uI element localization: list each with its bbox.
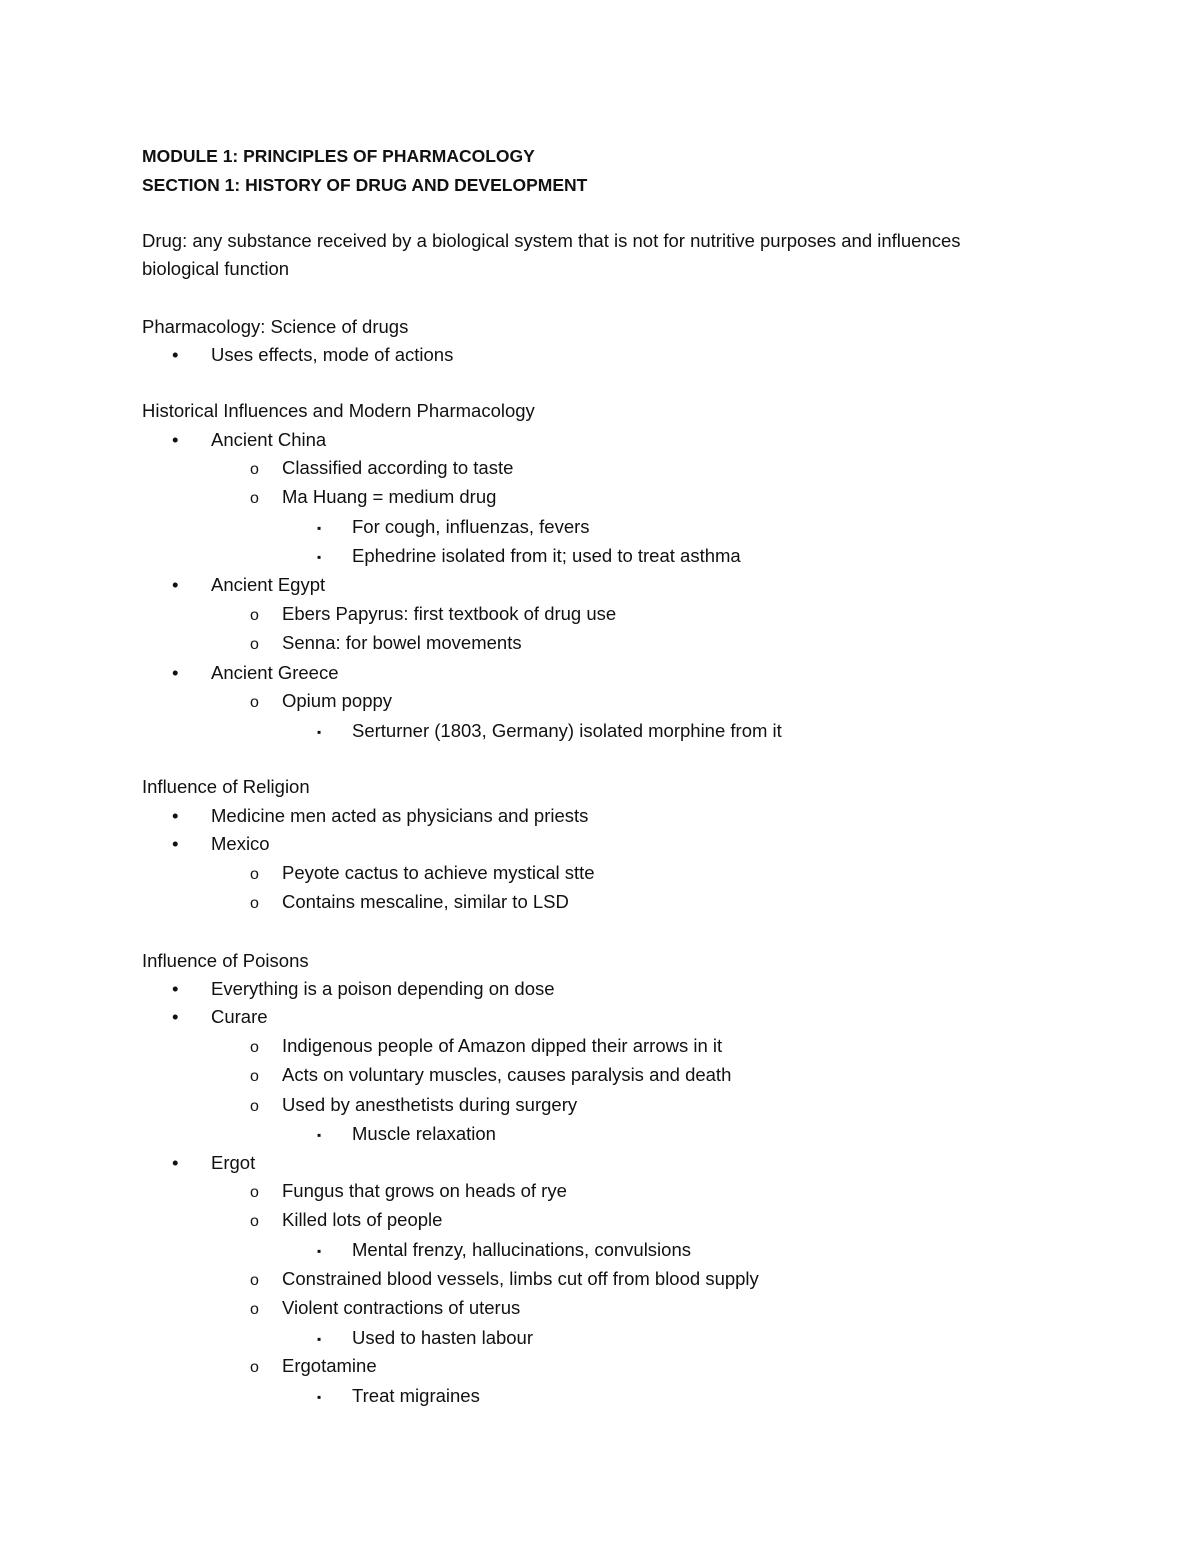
list-item: Contains mescaline, similar to LSD	[282, 891, 569, 912]
bullet-marker: •	[172, 344, 179, 365]
list-item: Violent contractions of uterus	[282, 1297, 521, 1318]
list-item: Ergot	[211, 1152, 256, 1173]
list-item: Mental frenzy, hallucinations, convulsions	[352, 1239, 691, 1260]
sub-bullet-marker: o	[250, 1301, 259, 1318]
sub-bullet-marker: o	[250, 1184, 259, 1201]
list-item: Curare	[211, 1006, 268, 1027]
bullet-marker: •	[172, 429, 179, 450]
pharmacology-heading: Pharmacology: Science of drugs	[142, 316, 409, 337]
list-item: Ancient Egypt	[211, 574, 326, 595]
sub-bullet-marker: o	[250, 1068, 259, 1085]
bullet-marker: •	[172, 833, 179, 854]
list-item: For cough, influenzas, fevers	[352, 516, 590, 537]
list-item: Ebers Papyrus: first textbook of drug use	[282, 603, 617, 624]
sub-sub-bullet-marker: ▪	[317, 550, 322, 564]
list-item: Senna: for bowel movements	[282, 632, 522, 653]
drug-definition: Drug: any substance received by a biological system that is not for nutritive purposes and influences	[142, 230, 961, 251]
sub-bullet-marker: o	[250, 1213, 259, 1230]
sub-sub-bullet-marker: ▪	[317, 521, 322, 535]
sub-bullet-marker: o	[250, 895, 259, 912]
sub-bullet-marker: o	[250, 490, 259, 507]
list-item: Everything is a poison depending on dose	[211, 978, 555, 999]
list-item: Muscle relaxation	[352, 1123, 496, 1144]
sub-sub-bullet-marker: ▪	[317, 1390, 322, 1404]
list-item: Peyote cactus to achieve mystical stte	[282, 862, 595, 883]
list-item: Acts on voluntary muscles, causes paralysis and death	[282, 1064, 732, 1085]
sub-bullet-marker: o	[250, 461, 259, 478]
sub-bullet-marker: o	[250, 694, 259, 711]
drug-definition-cont: biological function	[142, 258, 290, 279]
sub-bullet-marker: o	[250, 1039, 259, 1056]
list-item: Used by anesthetists during surgery	[282, 1094, 578, 1115]
sub-sub-bullet-marker: ▪	[317, 725, 322, 739]
list-item: Medicine men acted as physicians and priests	[211, 805, 589, 826]
list-item: Constrained blood vessels, limbs cut off from blood supply	[282, 1268, 759, 1289]
sub-sub-bullet-marker: ▪	[317, 1244, 322, 1258]
list-item: Ancient China	[211, 429, 327, 450]
list-item: Ephedrine isolated from it; used to treat asthma	[352, 545, 741, 566]
poisons-heading: Influence of Poisons	[142, 950, 309, 971]
bullet-marker: •	[172, 1152, 179, 1173]
list-item: Ancient Greece	[211, 662, 339, 683]
sub-bullet-marker: o	[250, 1098, 259, 1115]
bullet-marker: •	[172, 805, 179, 826]
bullet-marker: •	[172, 978, 179, 999]
list-item: Uses effects, mode of actions	[211, 344, 454, 365]
list-item: Opium poppy	[282, 690, 393, 711]
historical-heading: Historical Influences and Modern Pharmacology	[142, 400, 535, 421]
religion-heading: Influence of Religion	[142, 776, 310, 797]
list-item: Ma Huang = medium drug	[282, 486, 497, 507]
bullet-marker: •	[172, 574, 179, 595]
bullet-marker: •	[172, 662, 179, 683]
sub-bullet-marker: o	[250, 607, 259, 624]
list-item: Classified according to taste	[282, 457, 514, 478]
list-item: Used to hasten labour	[352, 1327, 534, 1348]
sub-sub-bullet-marker: ▪	[317, 1128, 322, 1142]
bullet-marker: •	[172, 1006, 179, 1027]
sub-bullet-marker: o	[250, 1272, 259, 1289]
sub-sub-bullet-marker: ▪	[317, 1332, 322, 1346]
module-title: MODULE 1: PRINCIPLES OF PHARMACOLOGY	[142, 146, 535, 166]
section-title: SECTION 1: HISTORY OF DRUG AND DEVELOPMENT	[142, 175, 588, 195]
sub-bullet-marker: o	[250, 866, 259, 883]
list-item: Mexico	[211, 833, 270, 854]
list-item: Killed lots of people	[282, 1209, 443, 1230]
list-item: Indigenous people of Amazon dipped their arrows in it	[282, 1035, 723, 1056]
list-item: Treat migraines	[352, 1385, 480, 1406]
list-item: Ergotamine	[282, 1355, 377, 1376]
sub-bullet-marker: o	[250, 1359, 259, 1376]
sub-bullet-marker: o	[250, 636, 259, 653]
list-item: Serturner (1803, Germany) isolated morphine from it	[352, 720, 782, 741]
list-item: Fungus that grows on heads of rye	[282, 1180, 567, 1201]
